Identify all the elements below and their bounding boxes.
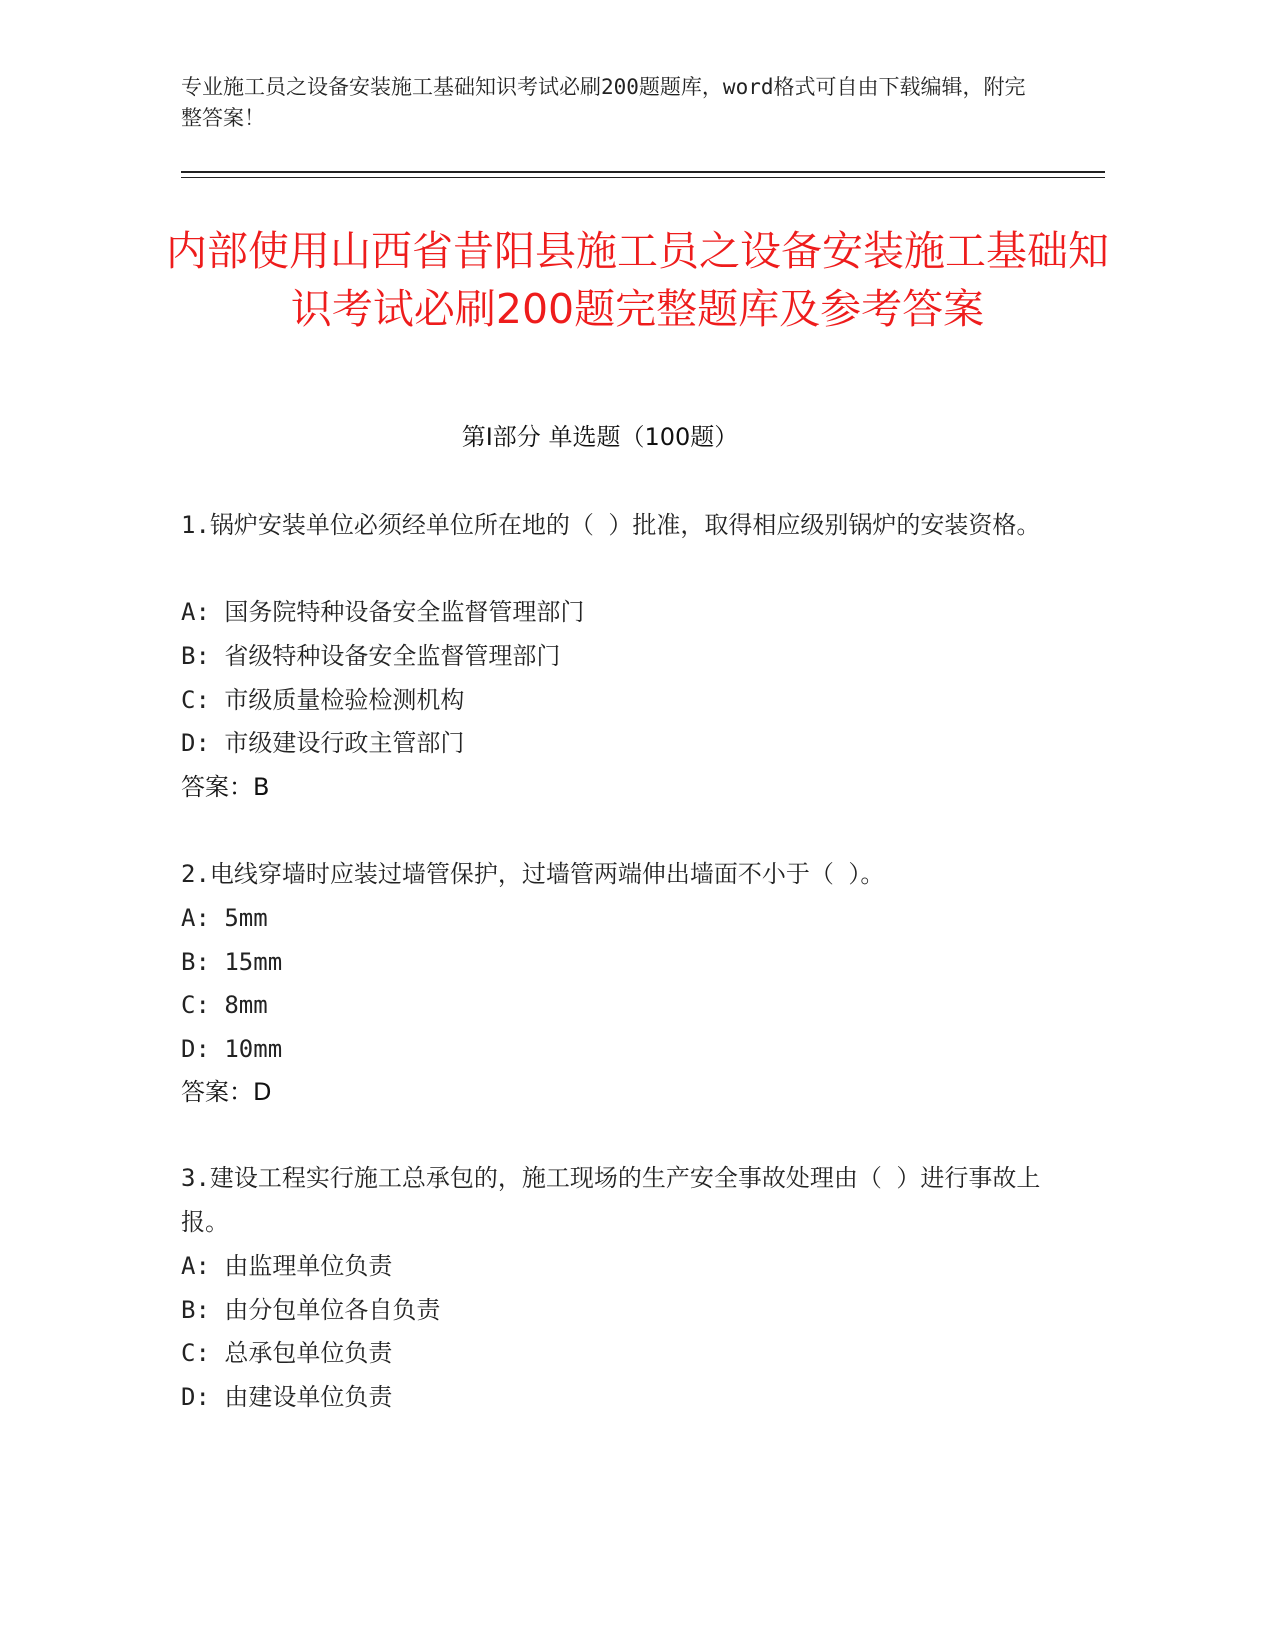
question-1-option-d: D: 市级建设行政主管部门 [181,729,465,757]
header-divider-thick [181,171,1105,173]
question-2-option-d: D: 10mm [181,1035,283,1063]
question-3-option-b: B: 由分包单位各自负责 [181,1296,441,1324]
section-heading: 第Ⅰ部分 单选题（100题） [461,423,739,451]
question-3-option-a: A: 由监理单位负责 [181,1252,393,1280]
question-2-text: 2.电线穿墙时应装过墙管保护，过墙管两端伸出墙面不小于（ ）。 [181,860,885,888]
question-1-option-b: B: 省级特种设备安全监督管理部门 [181,642,561,670]
question-2-option-c: C: 8mm [181,991,268,1019]
question-3-text: 3.建设工程实行施工总承包的，施工现场的生产安全事故处理由（ ）进行事故上报。 [181,1164,1041,1236]
question-3-option-d: D: 由建设单位负责 [181,1383,393,1411]
question-2-answer: 答案：D [181,1078,272,1106]
question-1-answer: 答案：B [181,773,270,801]
question-2-option-b: B: 15mm [181,948,283,976]
question-2-option-a: A: 5mm [181,904,268,932]
question-3-option-c: C: 总承包单位负责 [181,1339,393,1367]
question-1-option-a: A: 国务院特种设备安全监督管理部门 [181,598,585,626]
document-title: 内部使用山西省昔阳县施工员之设备安装施工基础知识考试必刷200题完整题库及参考答案 [166,227,1109,333]
question-1-text: 1.锅炉安装单位必须经单位所在地的（ ）批准，取得相应级别锅炉的安装资格。 [181,511,1041,539]
header-divider-thin [181,177,1105,178]
header-note: 专业施工员之设备安装施工基础知识考试必刷200题题库，word格式可自由下载编辑，附完整答案！ [181,75,1026,130]
question-1-option-c: C: 市级质量检验检测机构 [181,686,465,714]
